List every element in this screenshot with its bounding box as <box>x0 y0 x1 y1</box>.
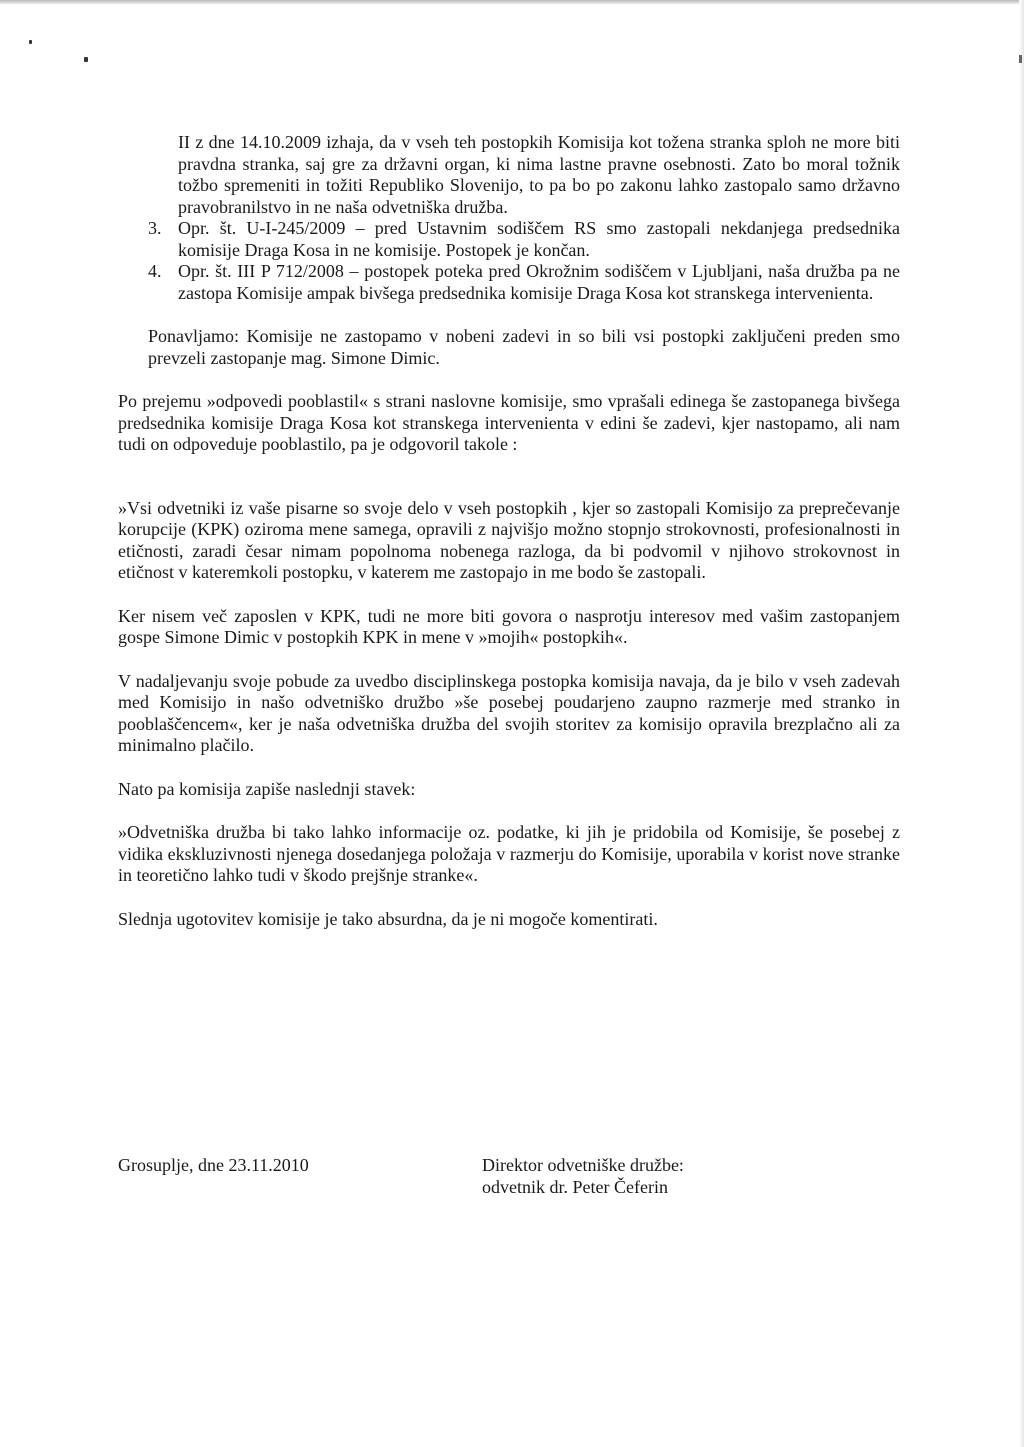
quote-kos-continued: Ker nisem več zaposlen v KPK, tudi ne more biti govora o nasprotju interesov med vašim zastopanjem gospe Simone Dimic v postopkih KPK in mene v »mojih« postopkih«. <box>118 605 900 647</box>
case-list <box>118 218 900 304</box>
list-item <box>118 218 900 261</box>
place-date: Grosuplje, dne 23.11.2010 <box>118 1155 309 1175</box>
paragraph-repeat: Ponavljamo: Komisije ne zastopamo v nobeni zadevi in so bili vsi postopki zaključeni preden smo prevzeli zastopanje mag. Simone Dimic. <box>148 326 900 368</box>
continuation-paragraph: II z dne 14.10.2009 izhaja, da v vseh teh postopkih Komisija kot tožena stranka sploh ne more biti pravdna stranka, saj gre za državni organ, ki nima lastne pravne osebnosti. Zato bo moral tožnik tožbo spremeniti in tožiti Republiko Slovenijo, to pa bo po zakonu lahko zastopalo samo državno pravobranilstvo in ne naša odvetniška družba. <box>178 132 900 217</box>
paragraph-statement-intro: Nato pa komisija zapiše naslednji stavek: <box>118 778 416 799</box>
scan-right-edge <box>1019 0 1024 1447</box>
list-item-text: Opr. št. III P 712/2008 – postopek poteka pred Okrožnim sodiščem v Ljubljani, naša družba pa ne zastopa Komisije ampak bivšega predsednika komisije Draga Kosa kot stranskega intervenienta. <box>178 261 900 303</box>
list-number: 4. <box>148 261 162 281</box>
signature-name: odvetnik dr. Peter Čeferin <box>482 1176 668 1197</box>
list-item <box>118 261 900 304</box>
quote-commission: »Odvetniška družba bi tako lahko informacije oz. podatke, ki jih je pridobila od Komisije, še posebej z vidika ekskluzivnosti njenega dosedanjega položaja v razmerju do Komisije, uporabila v korist nove stranke in teoretično lahko tudi v škodo prejšnje stranke«. <box>118 822 900 885</box>
document-body <box>118 132 900 930</box>
paragraph-conclusion: Slednja ugotovitev komisije je tako absurdna, da je ni mogoče komentirati. <box>118 908 658 929</box>
scan-speck <box>84 57 88 62</box>
scan-edge-mark <box>1019 55 1022 63</box>
paragraph-inquiry: Po prejemu »odpovedi pooblastil« s strani naslovne komisije, smo vprašali edinega še zastopanega bivšega predsednika komisije Draga Kosa kot stranskega intervenienta v edini še zadevi, kjer nastopamo, ali nam tudi on odpoveduje pooblastilo, pa je odgovoril takole : <box>118 391 900 454</box>
signature-block <box>482 1155 684 1198</box>
paragraph-commission-claim: V nadaljevanju svoje pobude za uvedbo disciplinskega postopka komisija navaja, da je bilo v vseh zadevah med Komisijo in našo odvetniško družbo »še posebej poudarjeno zaupno razmerje med stranko in pooblaščencem«, ker je naša odvetniška družba del svojih storitev za komisijo opravila brezplačno ali za minimalno plačilo. <box>118 670 900 755</box>
scan-speck <box>29 40 32 44</box>
quote-kos: »Vsi odvetniki iz vaše pisarne so svoje delo v vseh postopkih , kjer so zastopali Komisijo za preprečevanje korupcije (KPK) oziroma mene samega, opravili z najvišjo možno stopnjo strokovnosti, profesionalnosti in etičnosti, zaradi česar nimam popolnoma nobenega razloga, da bi podvomil v njihovo strokovnost in etičnost v kateremkoli postopku, v katerem me zastopajo in me bodo še zastopali. <box>118 497 900 582</box>
list-number: 3. <box>148 218 162 238</box>
list-item-text: Opr. št. U-I-245/2009 – pred Ustavnim sodiščem RS smo zastopali nekdanjega predsednika komisije Draga Kosa in ne komisije. Postopek je končan. <box>178 218 900 260</box>
scan-top-edge <box>0 0 1024 4</box>
signature-title: Direktor odvetniške družbe: <box>482 1155 684 1175</box>
